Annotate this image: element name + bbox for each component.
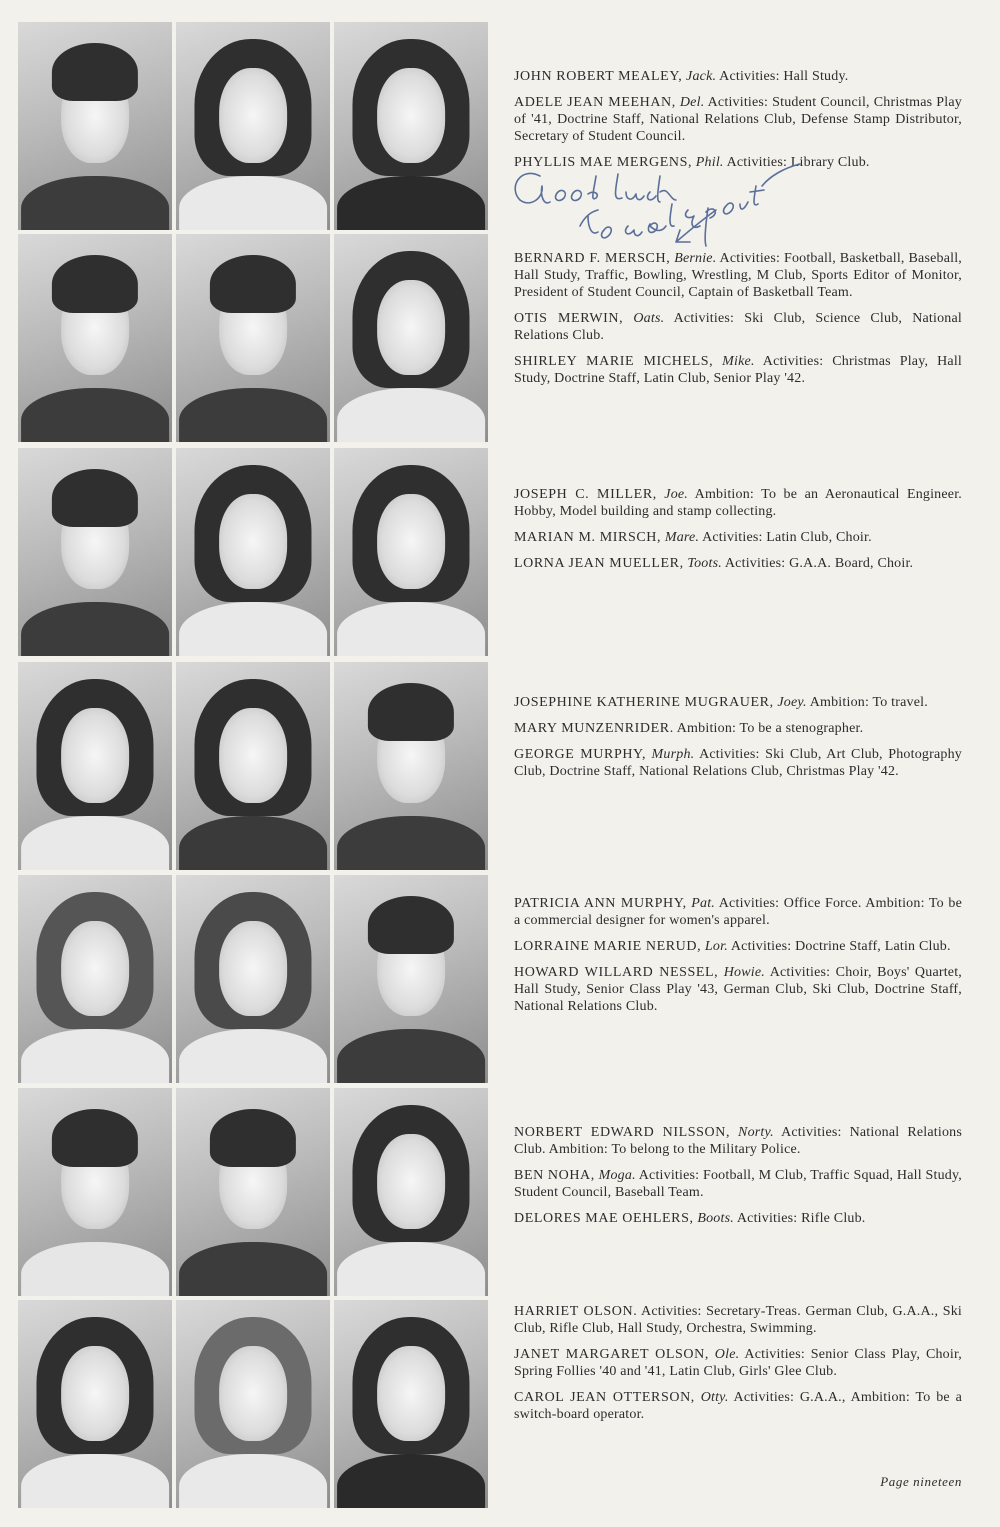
student-nickname: Oats. [633, 311, 665, 326]
student-entry [514, 720, 962, 737]
portrait-row [18, 22, 488, 230]
student-details: Activities: Football, M Club, Traffic Squad, Hall Study, Student Council, Baseball Team. [514, 1168, 962, 1200]
portrait-row [18, 662, 488, 870]
student-entry [514, 555, 962, 572]
student-details: Activities: Rifle Club. [736, 1211, 866, 1226]
student-name: GEORGE MURPHY, [514, 747, 647, 762]
portrait-photo [176, 448, 330, 656]
student-entry [514, 94, 962, 145]
student-nickname: Boots. [697, 1211, 734, 1226]
student-entry [514, 68, 962, 85]
student-nickname: Mike. [722, 354, 755, 369]
student-nickname: Toots. [687, 556, 722, 571]
student-nickname: Mare. [664, 530, 700, 545]
student-entry [514, 486, 962, 520]
handwritten-signature [500, 146, 820, 256]
student-entry [514, 938, 962, 955]
page-number: Page nineteen [880, 1474, 962, 1489]
portrait-row [18, 1300, 488, 1508]
student-details: Activities: Football, Basketball, Baseball, Hall Study, Traffic, Bowling, Wrestling, M Club, Sports Editor of Monitor, President of Student Council, Captain of Basketball Team. [514, 251, 962, 300]
student-nickname: Joe. [664, 487, 689, 502]
student-nickname: Del. [679, 95, 705, 110]
student-nickname: Pat. [691, 896, 715, 911]
student-name: LORRAINE MARIE NERUD, [514, 939, 702, 954]
student-details: Activities: Library Club. [726, 155, 870, 170]
portrait-photo [334, 1300, 488, 1508]
entry-group [514, 694, 962, 789]
student-nickname: Norty. [738, 1125, 774, 1140]
portrait-photo [18, 234, 172, 442]
student-name: MARY MUNZENRIDER. [514, 721, 674, 736]
portrait-photo [18, 22, 172, 230]
student-details: Activities: Choir, Boys' Quartet, Hall Study, Senior Class Play '43, German Club, Ski Club, Doctrine Staff, National Relations Club. [514, 965, 963, 1014]
student-name: JOHN ROBERT MEALEY, [514, 69, 683, 84]
portrait-photo [176, 875, 330, 1083]
student-nickname: Bernie. [674, 251, 717, 266]
student-entry [514, 1303, 962, 1337]
portrait-row [18, 448, 488, 656]
student-entry [514, 529, 962, 546]
portrait-photo [176, 22, 330, 230]
student-entry [514, 1124, 962, 1158]
student-nickname: Otty. [700, 1390, 729, 1405]
portrait-row [18, 875, 488, 1083]
student-details: Activities: Student Council, Christmas Play of '41, Doctrine Staff, National Relations Club, Defense Stamp Distributor, Secretary of Student Council. [514, 95, 963, 144]
student-details: Activities: Senior Class Play, Choir, Spring Follies '40 and '41, Latin Club, Girls' Glee Club. [514, 1347, 962, 1379]
portrait-row [18, 1088, 488, 1296]
student-details: Activities: Latin Club, Choir. [702, 530, 872, 545]
student-entry [514, 895, 962, 929]
student-name: PATRICIA ANN MURPHY, [514, 896, 687, 911]
student-details: Ambition: To be a stenographer. [676, 721, 864, 736]
student-name: JANET MARGARET OLSON, [514, 1347, 709, 1362]
portrait-photo [176, 1088, 330, 1296]
student-details: Ambition: To travel. [809, 695, 928, 710]
portrait-photo [334, 448, 488, 656]
portrait-photo [18, 1088, 172, 1296]
student-name: HOWARD WILLARD NESSEL, [514, 965, 719, 980]
entry-group [514, 1124, 962, 1236]
student-details: Activities: Ski Club, Art Club, Photography Club, Doctrine Staff, National Relations Club, Christmas Play '42. [514, 747, 962, 779]
portrait-photo [176, 1300, 330, 1508]
student-nickname: Phil. [695, 155, 724, 170]
portrait-photo [18, 1300, 172, 1508]
entry-group [514, 895, 962, 1024]
portrait-photo [334, 22, 488, 230]
portrait-photo [334, 1088, 488, 1296]
entry-group [514, 1303, 962, 1432]
student-details: Activities: National Relations Club. Ambition: To belong to the Military Police. [514, 1125, 963, 1157]
entry-group [514, 250, 962, 396]
portrait-photo [334, 662, 488, 870]
portrait-row [18, 234, 488, 442]
student-nickname: Jack. [686, 69, 717, 84]
student-name: ADELE JEAN MEEHAN, [514, 95, 676, 110]
student-entry [514, 1210, 962, 1227]
portrait-photo [18, 448, 172, 656]
student-entry [514, 694, 962, 711]
student-name: BEN NOHA, [514, 1168, 595, 1183]
student-entry [514, 1389, 962, 1423]
portrait-photo [18, 662, 172, 870]
student-entry [514, 746, 962, 780]
student-entry [514, 1167, 962, 1201]
student-details: Ambition: To be an Aeronautical Engineer. Hobby, Model building and stamp collecting. [514, 487, 962, 519]
student-entry [514, 964, 962, 1015]
student-details: Activities: Christmas Play, Hall Study, Doctrine Staff, Latin Club, Senior Play '42. [514, 354, 962, 386]
portrait-grid [6, 22, 488, 1508]
portrait-photo [176, 662, 330, 870]
student-details: Activities: Hall Study. [719, 69, 849, 84]
student-name: BERNARD F. MERSCH, [514, 251, 671, 266]
student-name: PHYLLIS MAE MERGENS, [514, 155, 693, 170]
student-nickname: Moga. [598, 1168, 636, 1183]
student-name: CAROL JEAN OTTERSON, [514, 1390, 695, 1405]
student-name: SHIRLEY MARIE MICHELS, [514, 354, 714, 369]
student-details: Activities: Ski Club, Science Club, National Relations Club. [514, 311, 962, 343]
portrait-photo [18, 875, 172, 1083]
student-entry [514, 310, 962, 344]
student-name: DELORES MAE OEHLERS, [514, 1211, 694, 1226]
student-entry [514, 353, 962, 387]
student-name: JOSEPHINE KATHERINE MUGRAUER, [514, 695, 774, 710]
student-name: JOSEPH C. MILLER, [514, 487, 657, 502]
student-details: Activities: Doctrine Staff, Latin Club. [730, 939, 951, 954]
student-name: NORBERT EDWARD NILSSON, [514, 1125, 731, 1140]
student-name: OTIS MERWIN, [514, 311, 624, 326]
student-entry [514, 1346, 962, 1380]
student-nickname: Lor. [704, 939, 728, 954]
student-nickname: Joey. [777, 695, 807, 710]
student-nickname: Murph. [651, 747, 695, 762]
student-entry [514, 250, 962, 301]
portrait-photo [334, 875, 488, 1083]
student-name: LORNA JEAN MUELLER, [514, 556, 684, 571]
entry-group [514, 486, 962, 581]
student-name: MARIAN M. MIRSCH, [514, 530, 662, 545]
student-details: Activities: G.A.A. Board, Choir. [724, 556, 914, 571]
portrait-photo [334, 234, 488, 442]
student-nickname: Howie. [723, 965, 766, 980]
student-nickname: Ole. [714, 1347, 740, 1362]
portrait-photo [176, 234, 330, 442]
student-name: HARRIET OLSON. [514, 1304, 638, 1319]
student-details: Activities: Office Force. Ambition: To be a commercial designer for women's apparel. [514, 896, 963, 928]
student-details: Activities: Secretary-Treas. German Club, G.A.A., Ski Club, Rifle Club, Hall Study, Orchestra, Swimming. [514, 1304, 962, 1336]
student-details: Activities: G.A.A., Ambition: To be a switch-board operator. [514, 1390, 963, 1422]
